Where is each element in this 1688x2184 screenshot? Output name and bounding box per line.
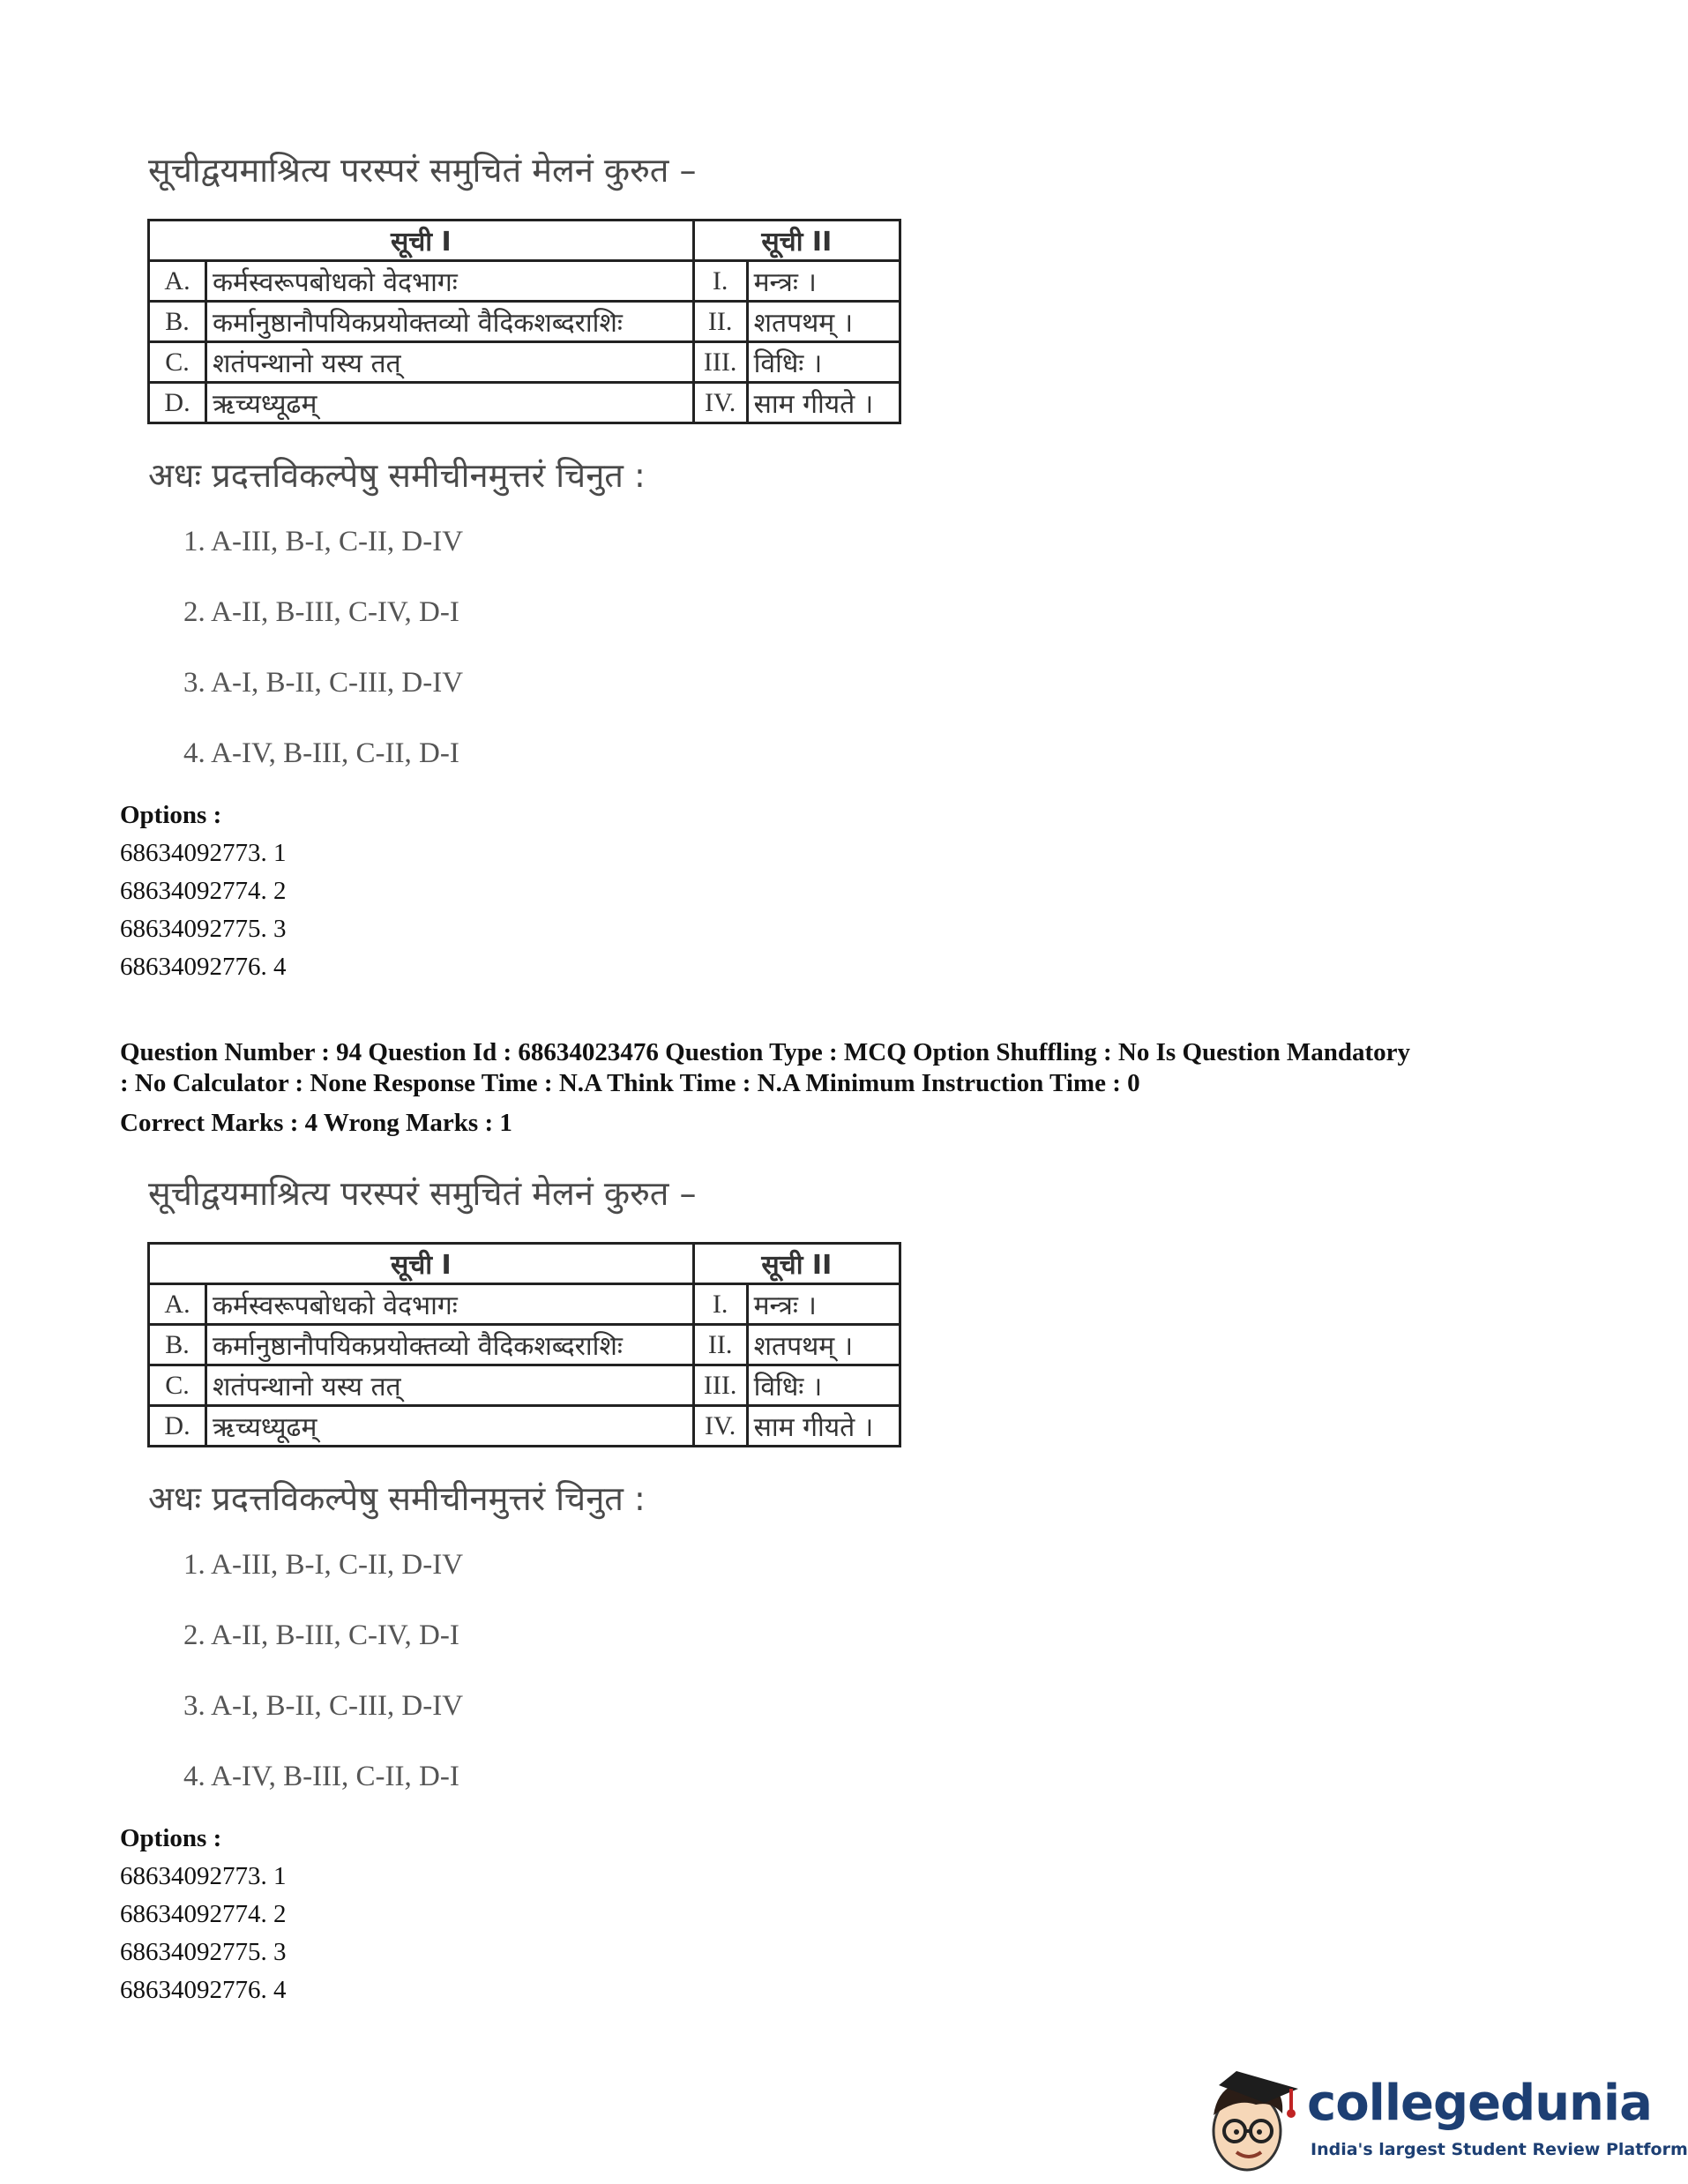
row-label: B. [149, 302, 206, 342]
table-row [149, 1325, 900, 1365]
match-instruction: सूचीद्वयमाश्रित्य परस्परं समुचितं मेलनं कुरुत – [148, 1174, 697, 1213]
options-label: Options : [120, 801, 222, 829]
brand-tagline: India's largest Student Review Platform [1311, 2140, 1688, 2159]
row-label: D. [149, 1406, 206, 1447]
choice-3: 3. A-I, B-II, C-III, D-IV [183, 667, 464, 699]
table-row [149, 342, 900, 383]
table-row [149, 1365, 900, 1406]
choice-4: 4. A-IV, B-III, C-II, D-I [183, 737, 459, 769]
list-2-item: साम गीयते । [747, 383, 900, 423]
list-2-item: विधिः । [747, 1365, 900, 1406]
option-line: 68634092773. 1 [120, 839, 287, 867]
list-2-header: सूची II [693, 221, 900, 261]
question-meta-line-1: Question Number : 94 Question Id : 68634023476 Question Type : MCQ Option Shuffling : No Is Question Mandatory [120, 1038, 1411, 1066]
list-2-item: साम गीयते । [747, 1406, 900, 1447]
list-1-header: सूची I [149, 221, 694, 261]
row-label: I. [693, 261, 747, 302]
option-line: 68634092773. 1 [120, 1862, 287, 1890]
list-1-item: कर्मानुष्ठानौपयिकप्रयोक्तव्यो वैदिकशब्दराशिः [206, 1325, 694, 1365]
answer-prompt: अधः प्रदत्तविकल्पेषु समीचीनमुत्तरं चिनुत : [148, 456, 646, 495]
option-line: 68634092776. 4 [120, 1976, 287, 2004]
table-row [149, 1406, 900, 1447]
option-line: 68634092776. 4 [120, 953, 287, 981]
list-1-item: कर्मानुष्ठानौपयिकप्रयोक्तव्यो वैदिकशब्दराशिः [206, 302, 694, 342]
list-1-item: शतंपन्थानो यस्य तत् [206, 342, 694, 383]
row-label: C. [149, 342, 206, 383]
row-label: D. [149, 383, 206, 423]
option-line: 68634092775. 3 [120, 1938, 287, 1966]
list-2-item: शतपथम् । [747, 302, 900, 342]
list-1-item: ऋच्यध्यूढम् [206, 1406, 694, 1447]
collegedunia-logo [1201, 2062, 1688, 2177]
match-table [147, 1242, 901, 1447]
list-2-header: सूची II [693, 1244, 900, 1284]
list-1-header: सूची I [149, 1244, 694, 1284]
list-2-item: मन्त्रः । [747, 1284, 900, 1325]
row-label: C. [149, 1365, 206, 1406]
row-label: IV. [693, 383, 747, 423]
row-label: II. [693, 1325, 747, 1365]
option-line: 68634092774. 2 [120, 877, 287, 905]
row-label: I. [693, 1284, 747, 1325]
choice-1: 1. A-III, B-I, C-II, D-IV [183, 526, 464, 557]
table-row [149, 261, 900, 302]
choice-4: 4. A-IV, B-III, C-II, D-I [183, 1761, 459, 1792]
table-row [149, 302, 900, 342]
row-label: IV. [693, 1406, 747, 1447]
option-line: 68634092775. 3 [120, 915, 287, 943]
list-1-item: ऋच्यध्यूढम् [206, 383, 694, 423]
match-table [147, 219, 901, 424]
list-1-item: शतंपन्थानो यस्य तत् [206, 1365, 694, 1406]
match-instruction: सूचीद्वयमाश्रित्य परस्परं समुचितं मेलनं कुरुत – [148, 151, 697, 190]
question-marks: Correct Marks : 4 Wrong Marks : 1 [120, 1109, 512, 1137]
table-header-row [149, 221, 900, 261]
choice-1: 1. A-III, B-I, C-II, D-IV [183, 1549, 464, 1581]
option-line: 68634092774. 2 [120, 1900, 287, 1928]
row-label: II. [693, 302, 747, 342]
answer-prompt: अधः प्रदत्तविकल्पेषु समीचीनमुत्तरं चिनुत : [148, 1479, 646, 1518]
list-2-item: मन्त्रः । [747, 261, 900, 302]
table-row [149, 383, 900, 423]
row-label: A. [149, 1284, 206, 1325]
row-label: A. [149, 261, 206, 302]
options-label: Options : [120, 1824, 222, 1852]
mascot-icon [1201, 2062, 1307, 2177]
question-meta [120, 1037, 1513, 1099]
table-row [149, 1284, 900, 1325]
list-1-item: कर्मस्वरूपबोधको वेदभागः [206, 261, 694, 302]
choice-2: 2. A-II, B-III, C-IV, D-I [183, 1619, 459, 1651]
list-2-item: शतपथम् । [747, 1325, 900, 1365]
question-meta-line-2: : No Calculator : None Response Time : N.A Think Time : N.A Minimum Instruction Time : 0 [120, 1069, 1140, 1097]
choice-2: 2. A-II, B-III, C-IV, D-I [183, 596, 459, 628]
row-label: III. [693, 342, 747, 383]
row-label: B. [149, 1325, 206, 1365]
choice-3: 3. A-I, B-II, C-III, D-IV [183, 1690, 464, 1722]
brand-name: collegedunia [1307, 2075, 1652, 2132]
list-2-item: विधिः । [747, 342, 900, 383]
row-label: III. [693, 1365, 747, 1406]
table-header-row [149, 1244, 900, 1284]
list-1-item: कर्मस्वरूपबोधको वेदभागः [206, 1284, 694, 1325]
